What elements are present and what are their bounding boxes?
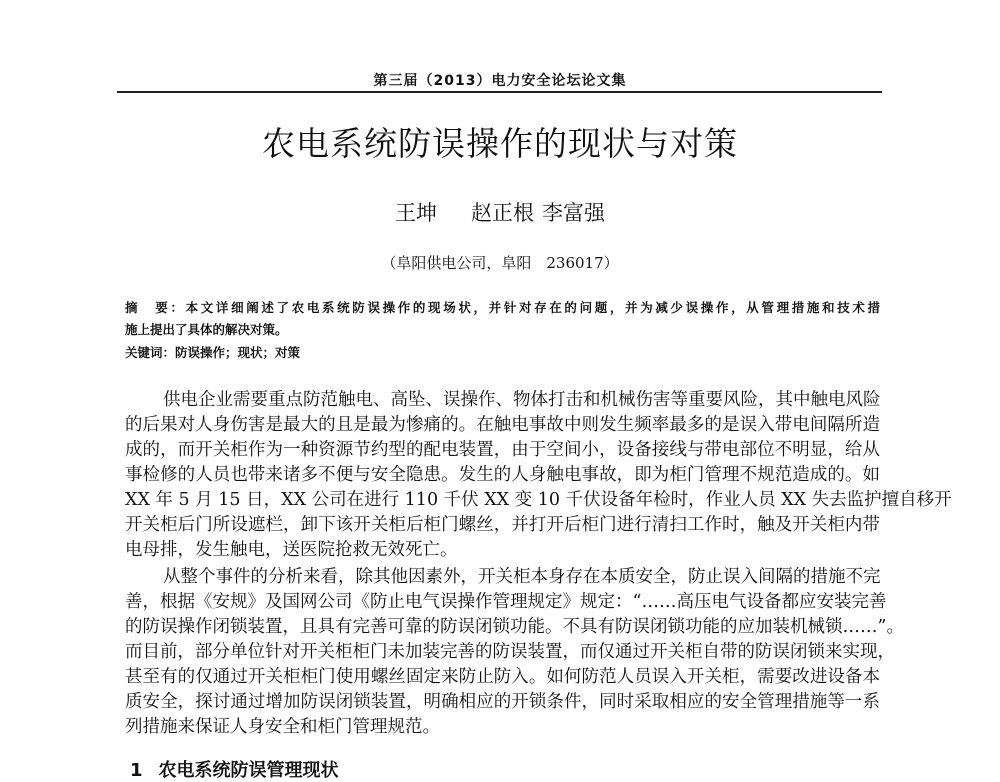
- body-line: 甚至有的仅通过开关柜柜门使用螺丝固定来防止防入。如何防范人员误入开关柜，需要改进设备本: [125, 667, 880, 687]
- body-line: 的防误操作闭锁装置，且具有完善可靠的防误闭锁功能。不具有防误闭锁功能的应加装机械锁……”。: [125, 617, 904, 637]
- body-line: 善，根据《安规》及国网公司《防止电气误操作管理规定》规定：“……高压电气设备都应安装完善: [125, 592, 887, 612]
- body-line: 电母排，发生触电，送医院抢救无效死亡。: [125, 540, 458, 560]
- body-line: 事检修的人员也带来诸多不便与安全隐患。发生的人身触电事故，即为柜门管理不规范造成的。如: [125, 465, 880, 485]
- body-line: 而目前，部分单位针对开关柜柜门未加装完善的防误装置，而仅通过开关柜自带的防误闭锁来实现，: [125, 642, 895, 662]
- section-number: 1: [130, 760, 143, 781]
- abstract-line: 摘 要：本文详细阐述了农电系统防误操作的现场状，并针对存在的问题，并为减少误操作，从管理措施和技术措: [125, 300, 880, 315]
- running-head: 第三届（2013）电力安全论坛论文集: [373, 73, 627, 89]
- author: 王坤: [395, 201, 437, 225]
- body-line: 质安全，探讨通过增加防误闭锁装置，明确相应的开锁条件，同时采取相应的安全管理措施等一系: [125, 692, 880, 712]
- abstract-line: 施上提出了具体的解决对策。: [125, 322, 288, 337]
- body-line: 开关柜后门所设遮栏，卸下该开关柜后柜门螺丝，并打开后柜门进行清扫工作时，触及开关柜内带: [125, 515, 880, 535]
- affiliation: （阜阳供电公司，阜阳 236017）: [381, 254, 619, 272]
- body-line: 供电企业需要重点防范触电、高坠、误操作、物体打击和机械伤害等重要风险，其中触电风险: [163, 390, 881, 410]
- author: 赵正根: [471, 201, 534, 225]
- keywords: 关键词：防误操作；现状；对策: [125, 345, 301, 360]
- section-heading: [130, 756, 339, 782]
- body-line: XX 年 5 月 15 日，XX 公司在进行 110 千伏 XX 变 10 千伏设备年检时，作业人员 XX 失去监护擅自移开: [125, 490, 952, 510]
- body-line: 的后果对人身伤害是最大的且是最为惨痛的。在触电事故中则发生频率最多的是误入带电间隔所造: [125, 415, 880, 435]
- body-line: 成的，而开关柜作为一种资源节约型的配电装置，由于空间小，设备接线与带电部位不明显，给从: [125, 440, 880, 460]
- authors: [0, 197, 1000, 227]
- paper-title: 农电系统防误操作的现状与对策: [262, 124, 738, 163]
- section-title: 农电系统防误管理现状: [158, 760, 339, 781]
- author: 李富强: [542, 201, 605, 225]
- body-line: 列措施来保证人身安全和柜门管理规范。: [125, 717, 440, 737]
- body-line: 从整个事件的分析来看，除其他因素外，开关柜本身存在本质安全，防止误入间隔的措施不完: [163, 567, 881, 587]
- header-rule: [117, 91, 882, 93]
